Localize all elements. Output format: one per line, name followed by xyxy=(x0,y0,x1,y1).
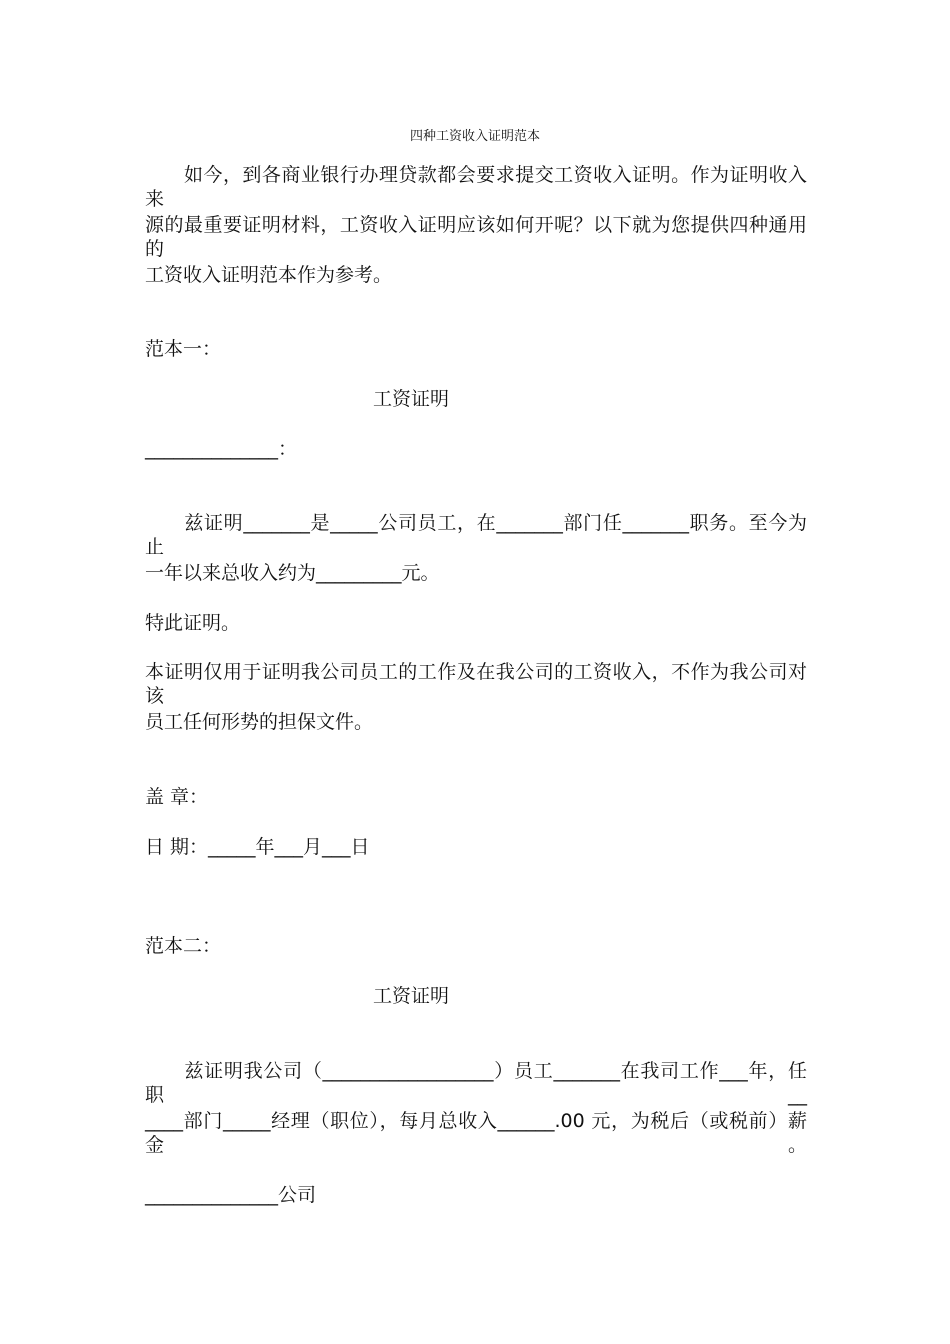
sample2-body-line-2: ____部门_____经理（职位），每月总收入______.00 元，为税后（或税前）薪金。 xyxy=(145,1110,807,1156)
sample1-seal: 盖 章： xyxy=(145,786,209,808)
sample1-title: 工资证明 xyxy=(373,388,450,410)
sample2-title: 工资证明 xyxy=(373,985,450,1007)
sample1-heading: 范本一： xyxy=(145,338,222,360)
sample2-body-line-1: 兹证明我公司（__________________）员工_______在我司工作___年，任职__ xyxy=(145,1060,807,1106)
intro-line-3: 工资收入证明范本作为参考。 xyxy=(145,264,393,286)
intro-line-1: 如今，到各商业银行办理贷款都会要求提交工资收入证明。作为证明收入来 xyxy=(145,164,807,210)
intro-line-2: 源的最重要证明材料，工资收入证明应该如何开呢？以下就为您提供四种通用的 xyxy=(145,214,807,260)
sample1-certify: 特此证明。 xyxy=(145,612,241,634)
sample2-company: ______________公司 xyxy=(145,1184,317,1206)
sample1-body-line-1: 兹证明_______是_____公司员工，在_______部门任_______职务。至今为止 xyxy=(145,512,807,558)
sample1-addressee: ______________： xyxy=(145,438,298,460)
sample1-note-line-1: 本证明仅用于证明我公司员工的工作及在我公司的工资收入，不作为我公司对该 xyxy=(145,661,807,707)
sample1-date: 日 期：_____年___月___日 xyxy=(145,836,370,858)
sample1-body-line-2: 一年以来总收入约为_________元。 xyxy=(145,562,440,584)
sample1-note-line-2: 员工任何形势的担保文件。 xyxy=(145,711,374,733)
sample2-heading: 范本二： xyxy=(145,935,222,957)
document-title: 四种工资收入证明范本 xyxy=(409,129,540,144)
